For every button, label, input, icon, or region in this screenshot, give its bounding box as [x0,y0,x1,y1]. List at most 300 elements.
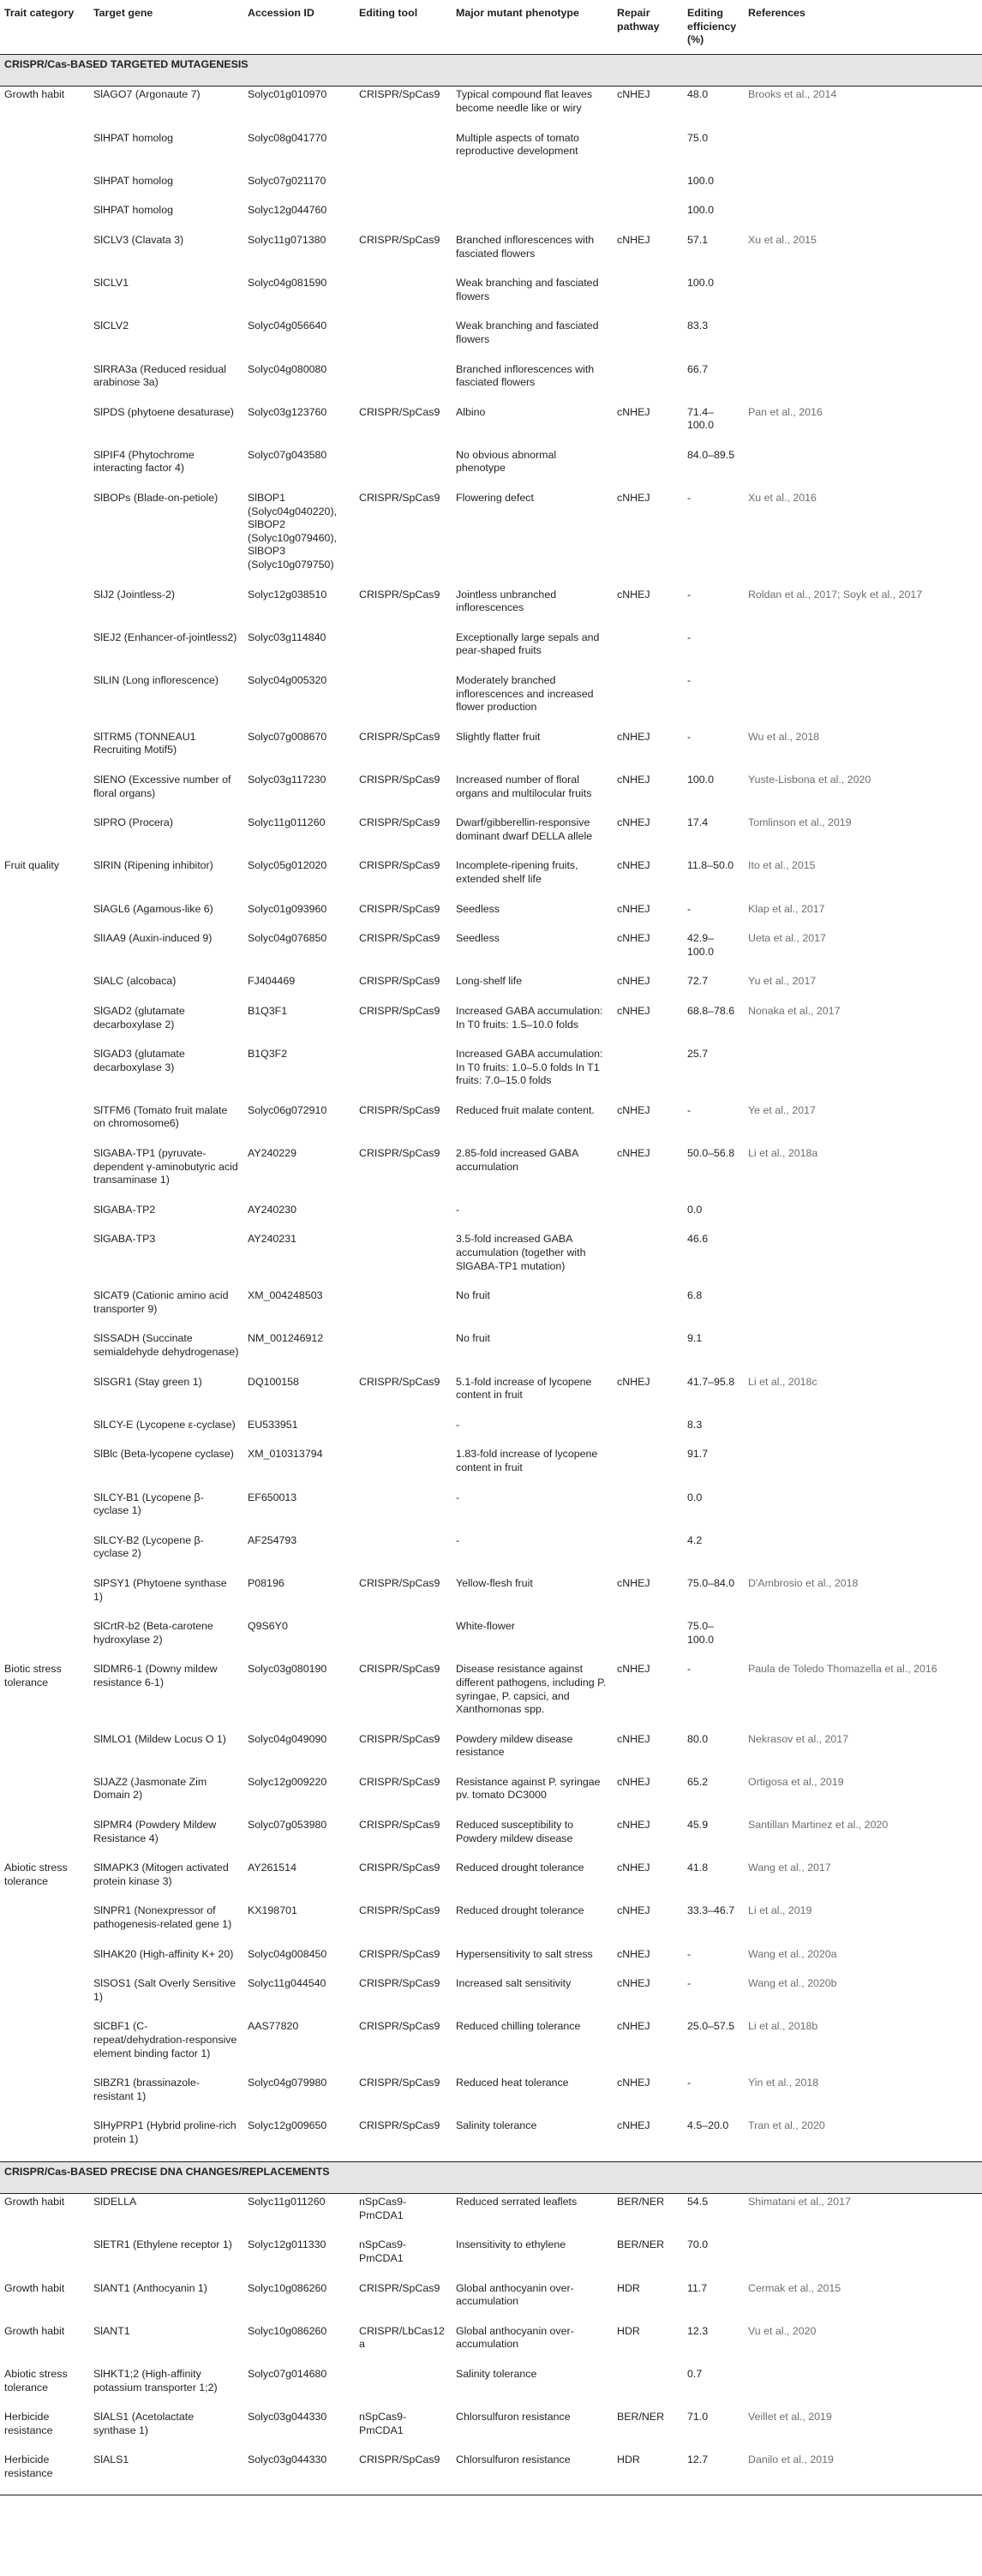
target-gene-cell: SlMAPK3 (Mitogen activated protein kinase 3) [93,1862,229,1887]
trait-category-cell [0,318,89,361]
phenotype-cell [452,173,613,203]
repair-pathway-cell [613,1330,683,1373]
target-gene-cell: SlBlc (Beta-lycopene cyclase) [93,1448,234,1461]
table-row [0,1618,982,1661]
editing-tool-cell: CRISPR/LbCas12a [359,2324,445,2351]
phenotype-cell: Seedless [456,902,500,915]
target-gene-cell: SlHKT1;2 (High-affinity potassium transporter 1;2) [93,2367,218,2394]
target-gene-cell: SlCLV1 [93,277,129,290]
table-row [0,1817,982,1860]
accession-id-cell: Solyc03g123760 [248,405,327,418]
accession-id-cell: Solyc10g086260 [248,2324,327,2337]
reference-cell [744,202,982,232]
reference-cell: Tran et al., 2020 [748,2119,825,2132]
reference-cell: Cermak et al., 2015 [748,2281,841,2294]
accession-id-cell: Solyc11g011260 [248,2196,326,2208]
table-row [0,275,982,318]
accession-id-cell: FJ404469 [248,975,296,988]
phenotype-cell: No fruit [456,1332,490,1345]
editing-efficiency-cell: 50.0–56.8 [687,1147,735,1160]
trait-category-cell [0,1618,89,1661]
table-row [0,404,982,447]
repair-pathway-cell: cNHEJ [617,1819,650,1832]
target-gene-cell: SlCBF1 (C-repeat/dehydration-responsive element binding factor 1) [93,2020,237,2059]
accession-id-cell: Solyc03g114840 [248,631,326,643]
repair-pathway-cell [613,1490,683,1533]
editing-efficiency-cell: 100.0 [687,773,715,786]
table-row [0,1446,982,1489]
repair-pathway-cell: BER/NER [617,2238,665,2251]
reference-cell: D'Ambrosio et al., 2018 [748,1576,859,1589]
target-gene-cell: SlLCY-B1 (Lycopene β-cyclase 1) [93,1491,204,1517]
reference-cell: Vu et al., 2020 [748,2324,817,2337]
target-gene-cell: SlENO (Excessive number of floral organs) [93,773,231,799]
accession-id-cell: NM_001246912 [248,1332,324,1345]
phenotype-cell: Chlorsulfuron resistance [452,2452,613,2495]
editing-tool-cell [355,202,452,232]
trait-category-cell [0,901,89,931]
editing-efficiency-cell: - [687,1663,692,1676]
repair-pathway-cell [613,202,683,232]
editing-tool-cell: CRISPR/SpCas9 [359,1004,440,1017]
editing-efficiency-cell: 100.0 [687,174,715,187]
reference-cell [744,630,982,672]
accession-id-cell: Solyc04g081590 [248,277,327,290]
reference-cell: Li et al., 2018b [748,2020,818,2033]
target-gene-cell: SlGABA-TP3 [93,1233,156,1246]
table-row [0,1975,982,2018]
table-row [0,318,982,361]
target-gene-cell: SlDELLA [93,2196,137,2208]
phenotype-cell: Moderately branched inflorescences and increased flower production [456,674,594,714]
reference-cell [744,2237,982,2280]
reference-cell [744,672,982,729]
trait-category-cell: Herbicide resistance [0,2452,89,2495]
table-row [0,1774,982,1817]
target-gene-cell: SlTRM5 (TONNEAU1 Recruiting Motif5) [93,730,196,756]
accession-id-cell: Solyc06g072910 [248,1103,327,1116]
trait-category-cell [0,447,89,490]
accession-id-cell: AAS77820 [248,2020,299,2033]
trait-category-cell [0,1490,89,1533]
editing-tool-cell: CRISPR/SpCas9 [359,1663,440,1676]
phenotype-cell: Long-shelf life [456,975,523,988]
repair-pathway-cell [613,173,683,203]
header-trait-category: Trait category [0,0,89,54]
editing-efficiency-cell: 75.0–84.0 [687,1576,735,1589]
accession-id-cell: Solyc04g005320 [248,674,327,686]
phenotype-cell: Weak branching and fasciated flowers [456,320,599,345]
repair-pathway-cell: cNHEJ [617,88,650,101]
target-gene-cell: SlGABA-TP1 (pyruvate-dependent γ-aminobutyric acid transaminase 1) [93,1147,238,1186]
repair-pathway-cell: HDR [617,2324,640,2337]
phenotype-cell: Increased salt sensitivity [456,1977,572,1990]
accession-id-cell: B1Q3F1 [248,1004,288,1017]
table-row [0,1330,982,1373]
editing-tool-cell [355,447,452,490]
trait-category-cell [0,130,89,173]
repair-pathway-cell: cNHEJ [617,1576,650,1589]
reference-cell: Ye et al., 2017 [748,1103,816,1116]
target-gene-cell: SlEJ2 (Enhancer-of-jointless2) [93,631,237,643]
section-title: CRISPR/Cas-BASED PRECISE DNA CHANGES/REPLACEMENTS [0,2161,982,2194]
accession-id-cell: Q9S6Y0 [248,1620,288,1633]
repair-pathway-cell [613,362,683,404]
accession-id-cell: Solyc04g076850 [248,932,327,945]
target-gene-cell: SlPRO (Procera) [93,816,173,829]
repair-pathway-cell: cNHEJ [617,233,650,246]
accession-id-cell: AY240231 [248,1233,296,1246]
section-title: CRISPR/Cas-BASED TARGETED MUTAGENESIS [0,54,982,87]
target-gene-cell: SlBOPs (Blade-on-petiole) [93,492,219,505]
header-repair-pathway: Repair pathway [613,0,683,54]
section-header-row [0,54,982,87]
trait-category-cell [0,1731,89,1774]
editing-efficiency-cell: 71.4–100.0 [687,405,715,432]
trait-category-cell [0,1817,89,1860]
trait-category-cell [0,1774,89,1817]
editing-efficiency-cell: 66.7 [687,362,709,375]
repair-pathway-cell: cNHEJ [617,816,650,829]
editing-tool-cell [355,672,452,729]
table-row [0,1860,982,1903]
editing-efficiency-cell: - [687,2077,692,2089]
trait-category-cell [0,173,89,203]
repair-pathway-cell: cNHEJ [617,859,650,872]
editing-tool-cell [355,1330,452,1373]
target-gene-cell: SlNPR1 (Nonexpressor of pathogenesis-related gene 1) [93,1904,232,1931]
editing-efficiency-cell: 25.7 [687,1048,709,1061]
phenotype-cell: Typical compound flat leaves become needle like or wiry [456,88,593,114]
repair-pathway-cell: cNHEJ [617,1663,650,1676]
reference-cell: Yu et al., 2017 [748,975,817,988]
phenotype-cell: Reduced chilling tolerance [456,2020,581,2033]
trait-category-cell [0,1046,89,1103]
repair-pathway-cell: cNHEJ [617,1947,650,1960]
trait-category-cell [0,202,89,232]
phenotype-cell: Branched inflorescences with fasciated flowers [456,362,595,389]
accession-id-cell: Solyc04g049090 [248,1732,327,1745]
accession-id-cell: Solyc12g009650 [248,2119,327,2132]
trait-category-cell [0,1103,89,1145]
trait-category-cell [0,232,89,275]
trait-category-cell: Fruit quality [4,859,60,872]
table-row [0,858,982,900]
repair-pathway-cell [613,130,683,173]
repair-pathway-cell: cNHEJ [617,1775,650,1788]
accession-id-cell: B1Q3F2 [248,1048,288,1061]
table-row [0,672,982,729]
reference-cell: Veillet et al., 2019 [748,2411,832,2424]
table-row [0,2409,982,2452]
editing-efficiency-cell: - [687,1103,692,1116]
target-gene-cell: SlCAT9 (Cationic amino acid transporter 9) [93,1289,229,1315]
repair-pathway-cell [613,318,683,361]
phenotype-cell: Salinity tolerance [456,2367,537,2380]
accession-id-cell: Solyc12g038510 [248,588,327,601]
editing-tool-cell: CRISPR/SpCas9 [359,2077,440,2089]
editing-tool-cell: CRISPR/SpCas9 [359,859,440,872]
table-row [0,2237,982,2280]
editing-tool-cell: CRISPR/SpCas9 [359,492,440,505]
trait-category-cell [0,1288,89,1330]
editing-efficiency-cell: 41.8 [687,1862,709,1874]
accession-id-cell: Solyc07g021170 [248,174,326,187]
phenotype-cell: Weak branching and fasciated flowers [456,277,599,302]
target-gene-cell: SlALS1 (Acetolactate synthase 1) [93,2411,195,2436]
section-header-row [0,2161,982,2194]
repair-pathway-cell: cNHEJ [617,1862,650,1874]
trait-category-cell [0,404,89,447]
reference-cell: Wang et al., 2017 [748,1862,831,1874]
editing-efficiency-cell: 83.3 [687,320,709,332]
editing-efficiency-cell: 4.2 [687,1533,703,1546]
target-gene-cell: SlCrtR-b2 (Beta-carotene hydroxylase 2) [93,1620,213,1646]
repair-pathway-cell [613,1288,683,1330]
reference-cell: Wu et al., 2018 [748,730,820,743]
target-gene-cell: SlRRA3a (Reduced residual arabinose 3a) [93,362,226,389]
header-target-gene: Target gene [89,0,243,54]
editing-efficiency-cell: 9.1 [687,1332,703,1345]
table-row [0,1288,982,1330]
editing-tool-cell [355,1533,452,1575]
editing-tool-cell: CRISPR/SpCas9 [359,932,440,945]
reference-cell: Xu et al., 2015 [748,233,817,246]
editing-tool-cell [355,275,452,318]
trait-category-cell [0,1202,89,1232]
editing-tool-cell: CRISPR/SpCas9 [359,2281,440,2294]
repair-pathway-cell: HDR [617,2281,640,2294]
editing-tool-cell: nSpCas9-PmCDA1 [359,2411,407,2436]
reference-cell [744,1202,982,1232]
reference-cell: Li et al., 2018c [748,1375,817,1388]
table-row [0,901,982,931]
editing-tool-cell: CRISPR/SpCas9 [359,588,440,601]
repair-pathway-cell: cNHEJ [617,773,650,786]
editing-efficiency-cell: 12.3 [687,2324,709,2337]
editing-efficiency-cell: 75.0 [687,131,709,144]
reference-cell [744,1618,982,1661]
phenotype-cell [452,202,613,232]
repair-pathway-cell [613,1618,683,1661]
target-gene-cell: SlANT1 (Anthocyanin 1) [93,2281,207,2294]
editing-efficiency-cell: 71.0 [687,2411,709,2424]
editing-efficiency-cell: 57.1 [687,233,709,246]
editing-efficiency-cell: 8.3 [687,1418,703,1431]
header-row [0,0,982,54]
editing-efficiency-cell: 4.5–20.0 [687,2119,729,2132]
editing-tool-cell: CRISPR/SpCas9 [359,1375,440,1388]
repair-pathway-cell: cNHEJ [617,1103,650,1116]
accession-id-cell: Solyc11g011260 [248,816,326,829]
table-row [0,1103,982,1145]
trait-category-cell: Abiotic stress tolerance [4,2367,68,2394]
table-row [0,1231,982,1288]
phenotype-cell: Disease resistance against different pathogens, including P. syringae, P. capsici, and Xanthomonas spp. [456,1663,607,1716]
reference-cell [744,173,982,203]
editing-tool-cell: CRISPR/SpCas9 [359,1732,440,1745]
repair-pathway-cell [613,1046,683,1103]
phenotype-cell: Reduced susceptibility to Powdery mildew disease [456,1819,574,1844]
editing-tool-cell: CRISPR/SpCas9 [359,1576,440,1589]
table-row [0,1490,982,1533]
trait-category-cell [0,1903,89,1945]
target-gene-cell: SlRIN (Ripening inhibitor) [93,859,213,872]
accession-id-cell: Solyc12g044760 [248,204,327,217]
phenotype-cell: White-flower [456,1620,515,1633]
reference-cell [744,1288,982,1330]
phenotype-cell: Increased number of floral organs and multilocular fruits [456,773,592,799]
trait-category-cell [0,1946,89,1976]
table-row [0,1903,982,1945]
table-row [0,130,982,173]
reference-cell: Danilo et al., 2019 [744,2452,982,2495]
phenotype-cell: No fruit [456,1289,490,1302]
editing-tool-cell: CRISPR/SpCas9 [359,1103,440,1116]
repair-pathway-cell: cNHEJ [617,1004,650,1017]
editing-tool-cell [355,1490,452,1533]
phenotype-cell: 5.1-fold increase of lycopene content in fruit [456,1375,592,1402]
target-gene-cell: SlAGO7 (Argonaute 7) [93,88,201,101]
accession-id-cell: Solyc08g041770 [248,131,327,144]
phenotype-cell: Chlorsulfuron resistance [456,2411,571,2424]
trait-category-cell [0,2118,89,2161]
editing-efficiency-cell: 45.9 [687,1819,709,1832]
editing-efficiency-cell: 33.3–46.7 [687,1904,735,1917]
editing-tool-cell [355,1288,452,1330]
trait-category-cell: Herbicide resistance [4,2411,53,2436]
reference-cell: Li et al., 2018a [748,1147,818,1160]
table-row [0,1046,982,1103]
target-gene-cell: SlHPAT homolog [93,204,173,217]
editing-efficiency-cell: 70.0 [687,2238,709,2251]
editing-tool-cell [355,1231,452,1288]
editing-tool-cell: CRISPR/SpCas9 [355,2452,452,2495]
editing-tool-cell: CRISPR/SpCas9 [359,2020,440,2033]
target-gene-cell: SlSOS1 (Salt Overly Sensitive 1) [93,1977,236,2003]
editing-efficiency-cell: 6.8 [687,1289,703,1302]
target-gene-cell: SlCLV2 [93,320,129,332]
accession-id-cell: Solyc04g056640 [248,320,327,332]
phenotype-cell: - [456,1418,460,1431]
editing-efficiency-cell: 84.0–89.5 [687,448,735,461]
editing-tool-cell: CRISPR/SpCas9 [359,730,440,743]
editing-tool-cell [355,173,452,203]
repair-pathway-cell [613,1202,683,1232]
table-row [0,2018,982,2075]
trait-category-cell [0,672,89,729]
target-gene-cell: SlCLV3 (Clavata 3) [93,233,184,246]
accession-id-cell: Solyc07g043580 [248,448,327,461]
reference-cell: Shimatani et al., 2017 [748,2196,851,2208]
trait-category-cell [0,587,89,630]
phenotype-cell: Flowering defect [456,492,534,505]
reference-cell [744,1446,982,1489]
reference-cell: Santillan Martinez et al., 2020 [748,1819,889,1832]
table-row [0,587,982,630]
editing-tool-cell: CRISPR/SpCas9 [359,405,440,418]
editing-efficiency-cell: 72.7 [687,975,709,988]
repair-pathway-cell: cNHEJ [617,1147,650,1160]
editing-tool-cell: CRISPR/SpCas9 [359,1977,440,1990]
repair-pathway-cell: cNHEJ [617,1375,650,1388]
editing-efficiency-cell: - [687,674,692,686]
editing-efficiency-cell: 46.6 [687,1233,709,1246]
accession-id-cell: EU533951 [248,1418,298,1431]
editing-efficiency-cell: - [687,492,692,505]
target-gene-cell: SlPMR4 (Powdery Mildew Resistance 4) [93,1819,217,1844]
repair-pathway-cell: cNHEJ [617,588,650,601]
target-gene-cell: SlPSY1 (Phytoene synthase 1) [93,1576,227,1603]
trait-category-cell: Growth habit [4,2196,65,2208]
phenotype-cell: Multiple aspects of tomato reproductive development [456,131,579,158]
phenotype-cell: Reduced fruit malate content. [456,1103,595,1116]
phenotype-cell: Dwarf/gibberellin-responsive dominant dwarf DELLA allele [456,816,593,842]
editing-efficiency-cell: 41.7–95.8 [687,1375,735,1388]
target-gene-cell: SlMLO1 (Mildew Locus O 1) [93,1732,226,1745]
table-row [0,1145,982,1202]
target-gene-cell: SlLCY-E (Lycopene ε-cyclase) [93,1418,236,1431]
phenotype-cell: Slightly flatter fruit [456,730,541,743]
target-gene-cell: SlGAD2 (glutamate decarboxylase 2) [93,1004,185,1031]
header-references: References [744,0,982,54]
trait-category-cell [0,275,89,318]
trait-category-cell [0,1575,89,1618]
editing-efficiency-cell: 0.7 [687,2367,703,2380]
phenotype-cell: Global anthocyanin over-accumulation [456,2281,574,2308]
reference-cell: Li et al., 2019 [748,1904,812,1917]
reference-cell: Wang et al., 2020b [748,1977,837,1990]
trait-category-cell [0,1446,89,1489]
phenotype-cell: Resistance against P. syringae pv. tomato DC3000 [456,1775,601,1802]
editing-tool-cell: CRISPR/SpCas9 [359,773,440,786]
reference-cell: Pan et al., 2016 [748,405,823,418]
phenotype-cell: Salinity tolerance [456,2119,537,2132]
table-row [0,2194,982,2238]
repair-pathway-cell [613,1446,683,1489]
accession-id-cell: XM_004248503 [248,1289,323,1302]
reference-cell: Ito et al., 2015 [748,859,816,872]
target-gene-cell: SlALS1 [89,2452,243,2495]
table-row [0,2323,982,2366]
reference-cell [744,362,982,404]
header-editing-efficiency: Editing efficiency (%) [683,0,744,54]
trait-category-cell: Abiotic stress tolerance [4,1862,68,1887]
editing-tool-cell: CRISPR/SpCas9 [359,1819,440,1832]
phenotype-cell: Reduced serrated leaflets [456,2196,578,2208]
target-gene-cell: SlSGR1 (Stay green 1) [93,1375,202,1388]
reference-cell [744,1417,982,1447]
phenotype-cell: Powdery mildew disease resistance [456,1732,573,1759]
target-gene-cell: SlLIN (Long inflorescence) [93,674,219,686]
accession-id-cell: Solyc03g044330 [243,2452,355,2495]
phenotype-cell: Reduced drought tolerance [456,1904,584,1917]
trait-category-cell: Growth habit [4,2281,65,2294]
phenotype-cell: Reduced heat tolerance [456,2077,569,2089]
table-row [0,2280,982,2323]
editing-tool-cell: CRISPR/SpCas9 [359,1904,440,1917]
accession-id-cell: Solyc12g009220 [248,1775,327,1788]
repair-pathway-cell: cNHEJ [617,975,650,988]
reference-cell [744,130,982,173]
editing-efficiency-cell: 91.7 [687,1448,709,1461]
phenotype-cell: Insensitivity to ethylene [456,2238,566,2251]
repair-pathway-cell: cNHEJ [617,2077,650,2089]
accession-id-cell: Solyc11g071380 [248,233,326,246]
editing-tool-cell [355,318,452,361]
trait-category-cell [0,490,89,587]
reference-cell [744,1046,982,1103]
